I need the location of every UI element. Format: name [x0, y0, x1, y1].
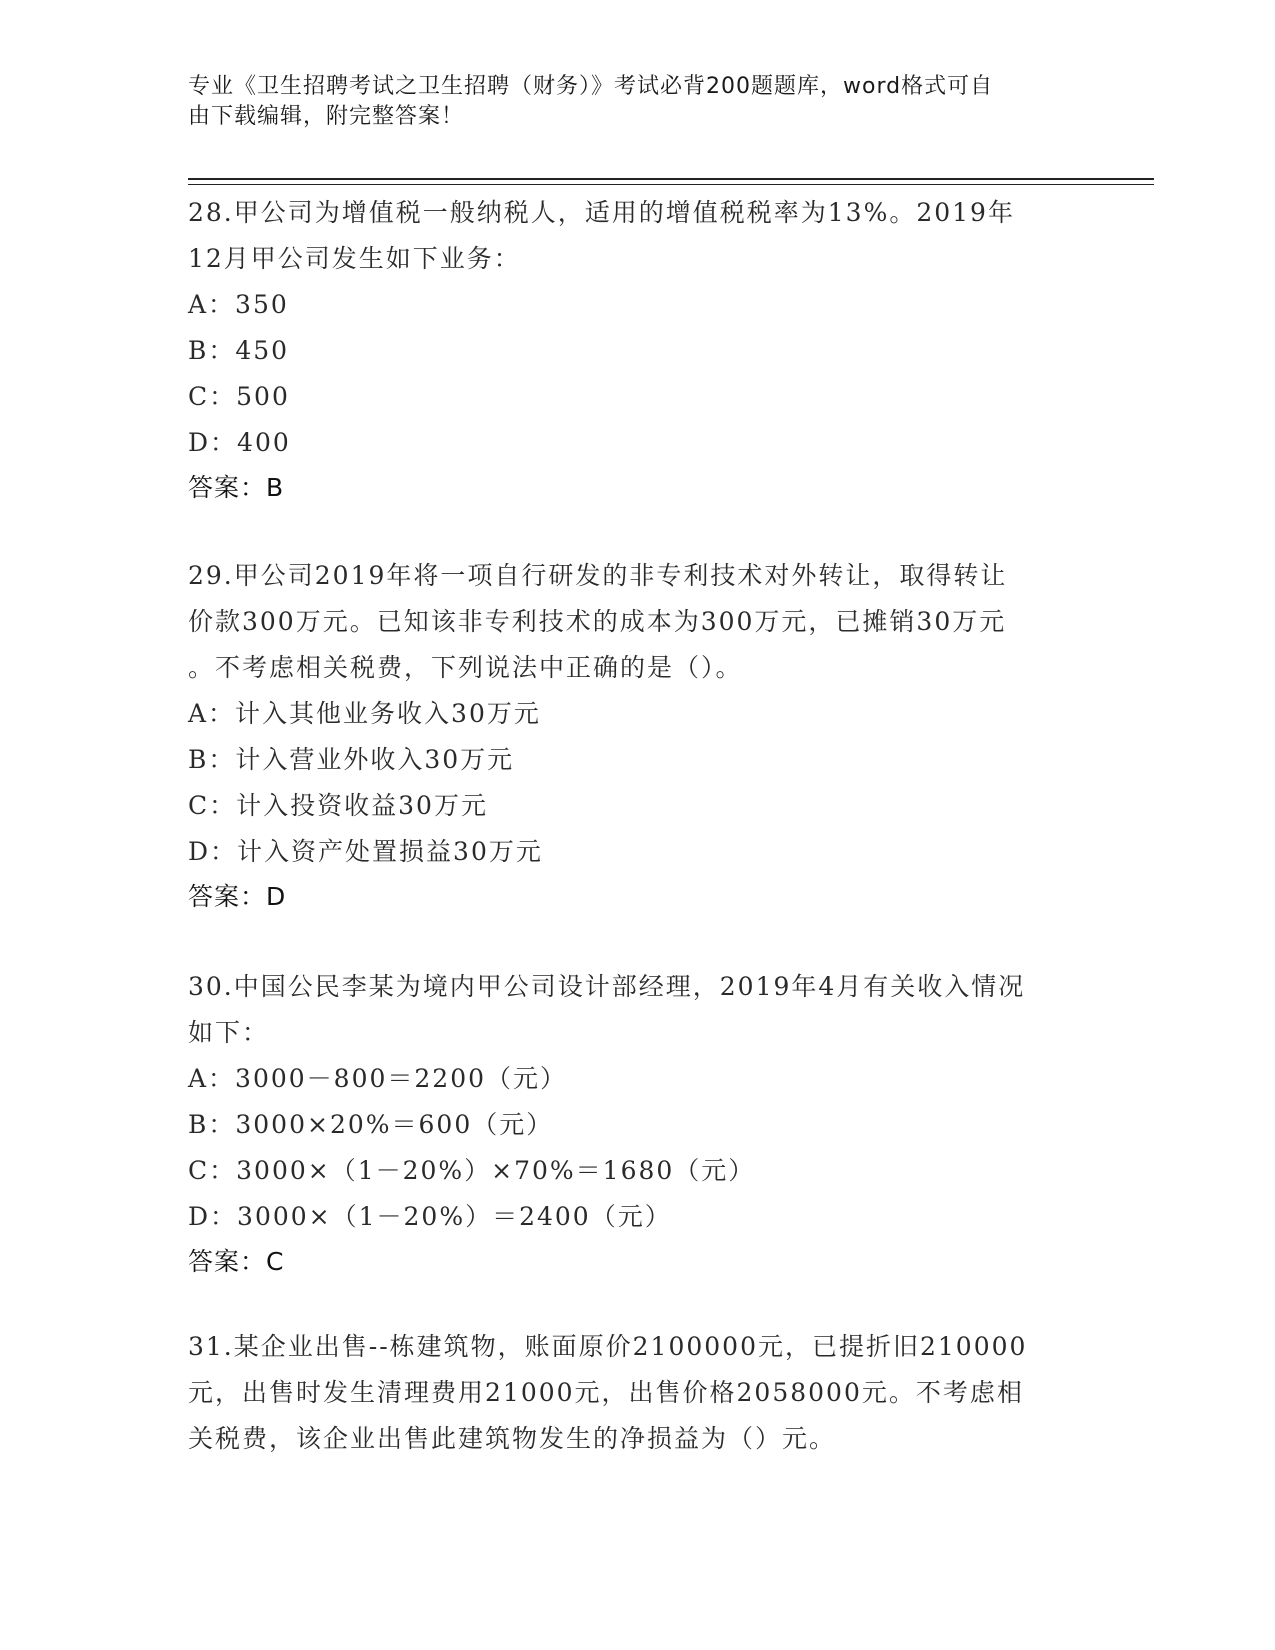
- question-stem-line: 价款300万元。已知该非专利技术的成本为300万元，已摊销30万元: [188, 607, 1007, 636]
- question-stem-line: 。不考虑相关税费，下列说法中正确的是（）。: [188, 653, 743, 682]
- header-divider-thin: [188, 184, 1154, 185]
- answer: 答案：B: [188, 473, 285, 502]
- question-stem: [188, 964, 1088, 1056]
- option-c: C：计入投资收益30万元: [188, 791, 488, 820]
- question-stem-line: 31.某企业出售--栋建筑物，账面原价2100000元，已提折旧210000: [188, 1332, 1028, 1361]
- question-stem: [188, 1324, 1088, 1462]
- option-c: C：500: [188, 382, 290, 411]
- option-b: B：计入营业外收入30万元: [188, 745, 515, 774]
- question-stem: [188, 553, 1088, 691]
- question-stem-line: 如下：: [188, 1018, 270, 1047]
- header-line-1: 专业《卫生招聘考试之卫生招聘（财务）》考试必背200题题库，word格式可自: [188, 74, 994, 99]
- question-stem-line: 28.甲公司为增值税一般纳税人，适用的增值税税率为13%。2019年: [188, 198, 1015, 227]
- header-line-2: 由下载编辑，附完整答案！: [188, 104, 465, 129]
- question-stem-line: 12月甲公司发生如下业务：: [188, 244, 521, 273]
- question-stem-line: 30.中国公民李某为境内甲公司设计部经理，2019年4月有关收入情况: [188, 972, 1026, 1001]
- option-b: B：450: [188, 336, 290, 365]
- option-d: D：3000×（1－20%）＝2400（元）: [188, 1202, 672, 1231]
- option-a: A：计入其他业务收入30万元: [188, 699, 541, 728]
- question-30: [188, 964, 1088, 1284]
- question-28: [188, 190, 1088, 510]
- answer: 答案：D: [188, 882, 287, 911]
- option-d: D：400: [188, 428, 291, 457]
- question-stem-line: 29.甲公司2019年将一项自行研发的非专利技术对外转让，取得转让: [188, 561, 1008, 590]
- question-29: [188, 553, 1088, 919]
- question-stem-line: 关税费，该企业出售此建筑物发生的净损益为（）元。: [188, 1424, 837, 1453]
- answer: 答案：C: [188, 1247, 285, 1276]
- question-stem-line: 元，出售时发生清理费用21000元，出售价格2058000元。不考虑相: [188, 1378, 1024, 1407]
- question-31: [188, 1324, 1088, 1462]
- option-b: B：3000×20%＝600（元）: [188, 1110, 554, 1139]
- header-divider-thick: [188, 178, 1154, 180]
- question-stem: [188, 190, 1088, 282]
- option-c: C：3000×（1－20%）×70%＝1680（元）: [188, 1156, 756, 1185]
- document-header: [188, 72, 1068, 132]
- option-a: A：350: [188, 290, 289, 319]
- option-a: A：3000－800＝2200（元）: [188, 1064, 568, 1093]
- option-d: D：计入资产处置损益30万元: [188, 837, 543, 866]
